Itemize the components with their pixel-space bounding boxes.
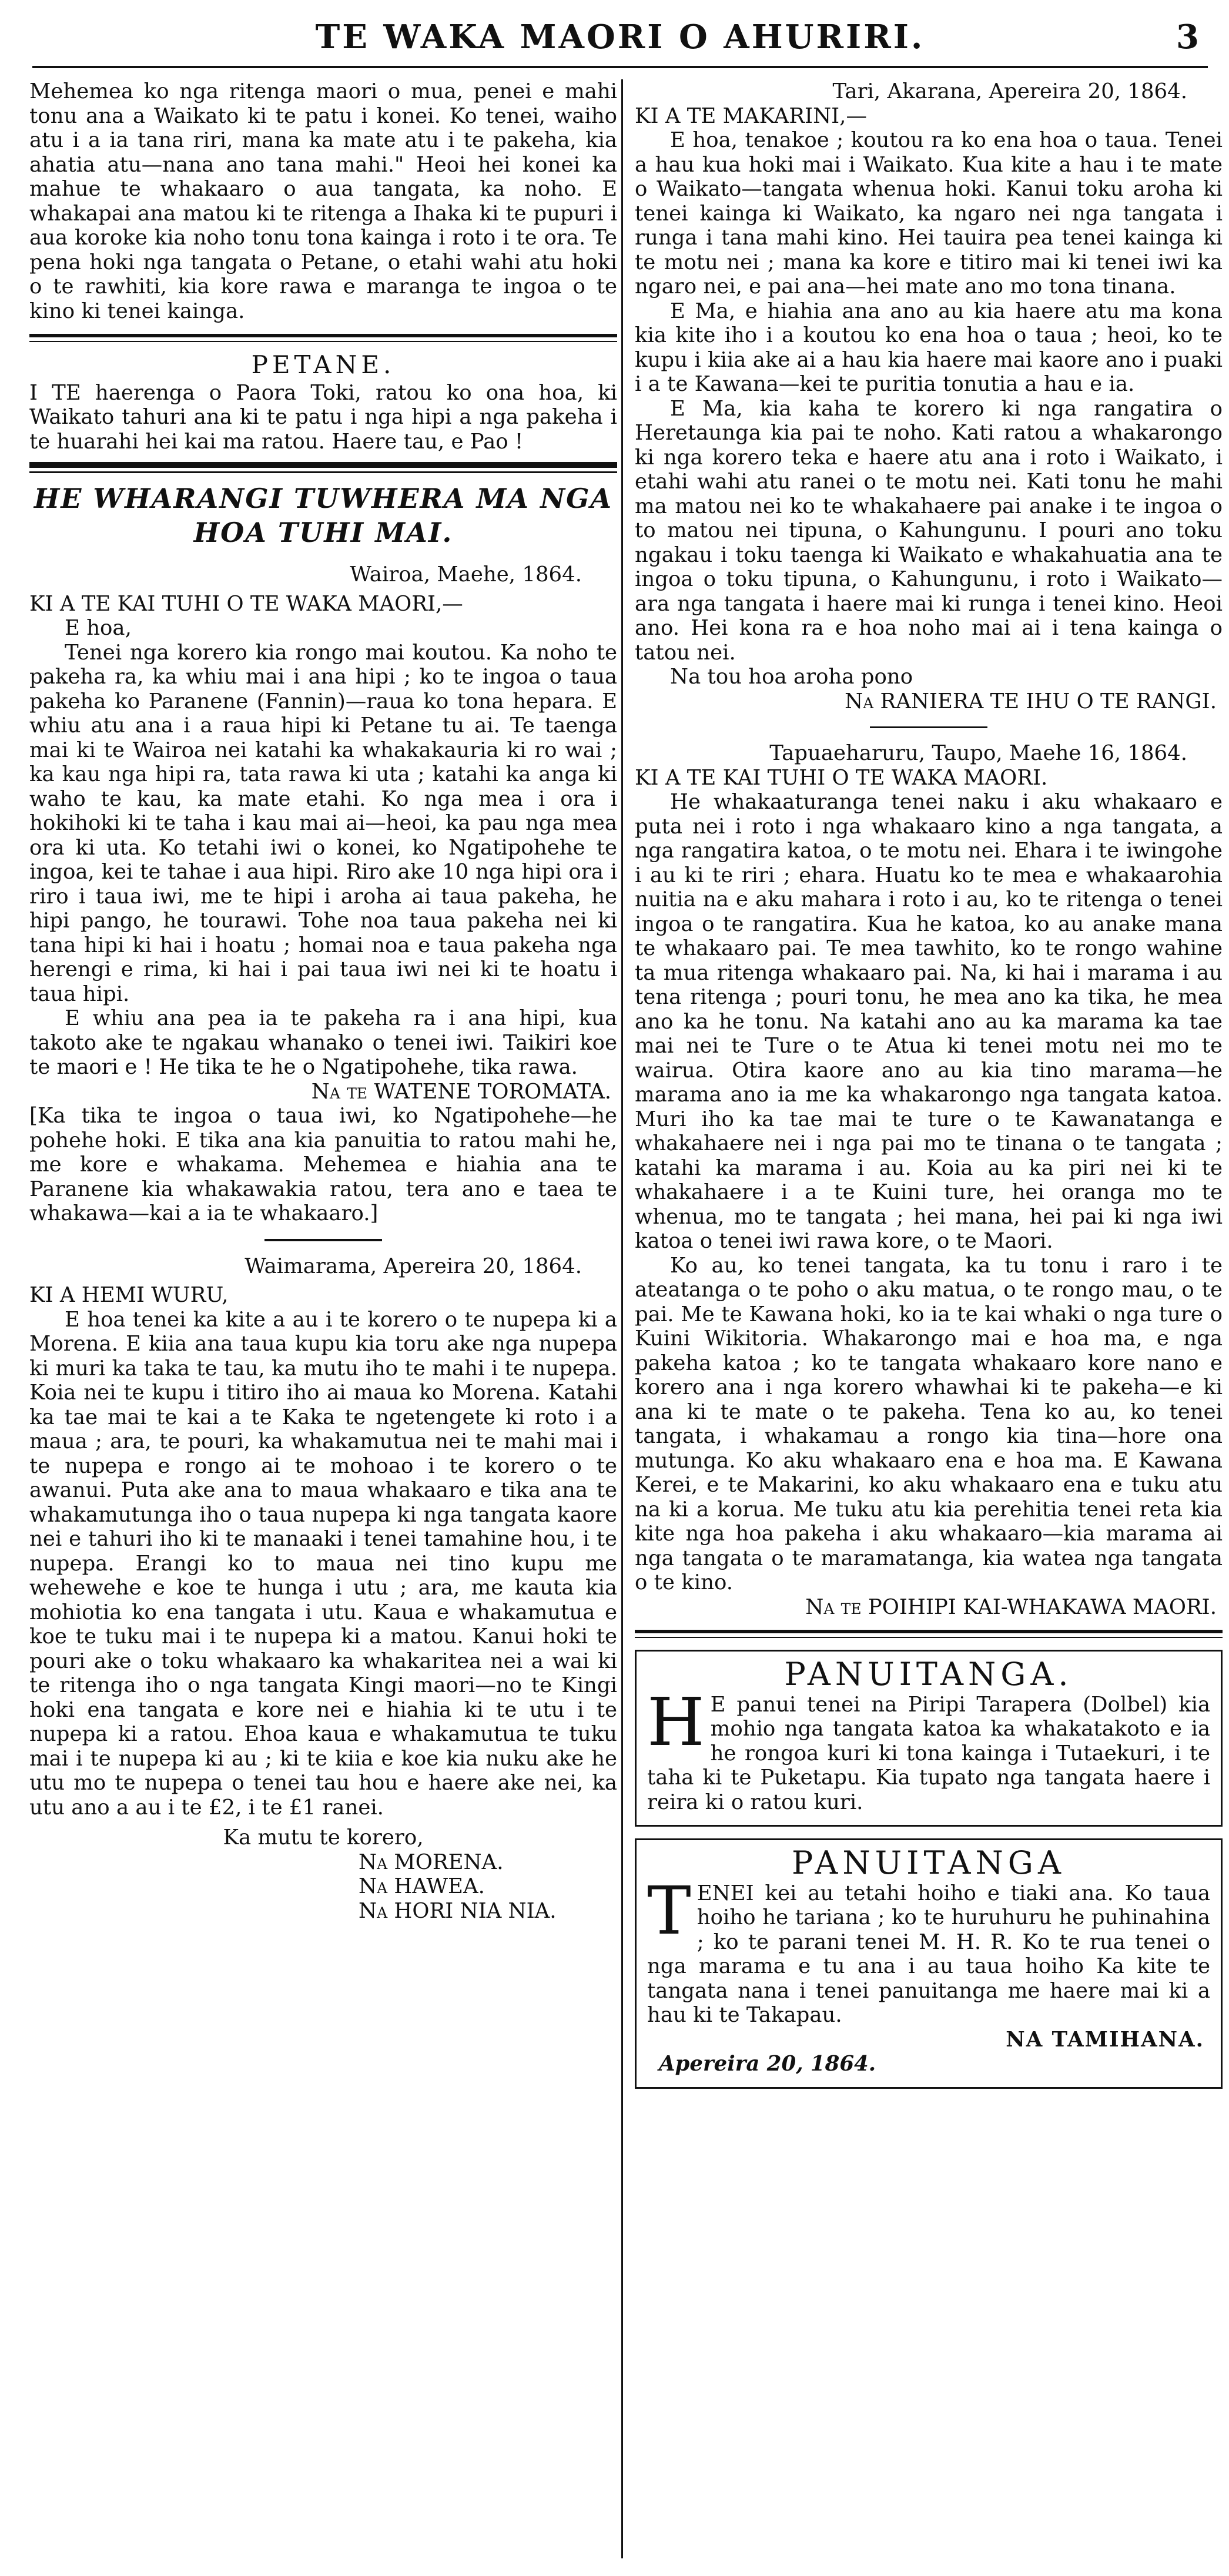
header-rule	[32, 66, 1208, 68]
notice-title: PANUITANGA	[792, 1844, 1066, 1881]
notice-title: PANUITANGA.	[784, 1656, 1073, 1693]
letter-dateline: Tapuaeharuru, Taupo, Maehe 16, 1864.	[769, 741, 1187, 765]
letter-signature: Na te POIHIPI KAI-WHAKAWA MAORI.	[805, 1594, 1217, 1619]
section-rule	[29, 462, 617, 473]
letter-paragraph: Tenei nga korero kia rongo mai koutou. Ka noho te pakeha ra, ka whiu mai i ana hipi ; ko te ingoa o taua pakeha ko Paranene (Fannin)—raua ko tona hepara. E whiu atu ana i a raua hipi ki Petane tu ai. Te taenga mai ki te Wairoa nei katahi ka whakakauria ki ro wai ; ka kau nga hipi ra, tata rawa ki uta ; katahi ka anga ki waho te kau, ka mate etahi. Ko nga mea i ora i hokihoki ki te taha i kau mai ai—heoi, ka pau nga mea ora ki uta. Ko tetahi iwi o konei, ko Ngatipohehe te ingoa, kei te tahae i aua hipi. Riro ake 10 nga hipi ora i riro i taua iwi, me te hipi i aroha ai taua pakeha, he hipi pango, he tourawi. Tohe noa taua pakeha nei ki tana hipi ki hai i hoatu ; homai noa e taua pakeha nga herengi e rima, ki hai i pai taua iwi nei ki te hoatu i taua hipi.	[29, 640, 617, 1006]
letter-signature: Na MORENA.	[359, 1850, 504, 1874]
letter-dateline: Tari, Akarana, Apereira 20, 1864.	[832, 79, 1187, 103]
letter-addressee: KI A TE KAI TUHI O TE WAKA MAORI,—	[29, 591, 463, 616]
page-header	[32, 18, 1208, 71]
letter-paragraph: E Ma, kia kaha te korero ki nga rangatira o Heretaunga kia pai te noho. Kati ratou a whakarongo ki nga korero teka e haere atu ana i roto i Waikato, i etahi wahi atu ranei o te motu nei. Kati tonu he mahi ma matou nei ko te whakahaere pai anake i te ingoa o to matou nei tipuna, o Kahungunu. I pouri ano toku ngakau i toku taenga ki Waikato e whakahuatia ana te ingoa o toku tipuna, o Kahungunu, i roto i Waikato—ara nga tangata i haere mai ki runga i tenei kino. Heoi ano. Hei kona ra e hoa noho mai ai i tena kainga o tatou nei.	[635, 396, 1223, 665]
left-column	[29, 79, 617, 1923]
section-rule	[635, 1630, 1223, 1638]
section-rule	[29, 334, 617, 342]
letter-paragraph: E whiu ana pea ia te pakeha ra i ana hipi, kua takoto ake te ngakau whanako o tenei iwi. Taikiri koe te maori e ! He tika te he o Ngatipohehe, tika rawa.	[29, 1006, 617, 1079]
drop-cap: T	[647, 1872, 691, 1949]
letter-separator	[870, 726, 987, 728]
letter-closing: Na tou hoa aroha pono	[670, 665, 913, 689]
notice-body: E panui tenei na Piripi Tarapera (Dolbel) kia mohio nga tangata katoa ka whakatakoto e ia he rongoa kuri ki tona kainga i Tutaekuri, i te taha ki te Puketapu. Kia tupato nga tangata haere i reira ki o ratou kuri.	[647, 1692, 1210, 1814]
section-title	[29, 481, 617, 550]
newspaper-title: TE WAKA MAORI O AHURIRI.	[315, 18, 925, 56]
notice-signature: NA TAMIHANA.	[1006, 2027, 1204, 2052]
section-title-line-1: HE WHARANGI TUWHERA MA NGA	[34, 483, 613, 514]
page-number: 3	[1176, 18, 1199, 56]
letter-dateline: Waimarama, Apereira 20, 1864.	[245, 1254, 582, 1278]
section-title-line-2: HOA TUHI MAI.	[193, 517, 453, 548]
letter-paragraph: Ko au, ko tenei tangata, ka tu tonu i raro i te ateatanga o te poho o aku matua, o te rongo mau, o te pai. Me te Kawana hoki, ko ia te kai whaki o nga ture o Kuini Wikitoria. Whakarongo mai e hoa ma, e nga pakeha katoa ; ko te tangata whakaaro kore nano e korero ana i nga korero whawhai ki te pakeha—e ki ana ki te mate o te pakeha. Tena ko au, ko tenei tangata, i whakamau a rongo kia tina—hore ona mutunga. Ko aku whakaaro ena e hoa ma. E Kawana Kerei, e te Makarini, ko aku whakaaro ena e tuku atu na ki a korua. Me tuku atu kia perehitia tenei reta kia kite nga hoa pakeha i aku whakaaro—kia marama ai nga tangata o te maramatanga, kia watea nga tangata o te kino.	[635, 1253, 1223, 1594]
letter-paragraph: E Ma, e hiahia ana ano au kia haere atu ma kona kia kite iho i a koutou ko ena hoa o taua ; heoi, ko te kupu i kiia ake ai a hau kia haere mai kaore ano i puaki i a te Kawana—kei te puritia tonutia a hau e ia.	[635, 299, 1223, 396]
letter-signature: Na HAWEA.	[359, 1874, 485, 1898]
letter-signature: Na RANIERA TE IHU O TE RANGI.	[845, 689, 1217, 713]
petane-heading: PETANE.	[251, 350, 396, 379]
letter-addressee: KI A TE MAKARINI,—	[635, 103, 867, 128]
letter-addressee: KI A HEMI WURU,	[29, 1283, 229, 1307]
letter-paragraph: E hoa, tenakoe ; koutou ra ko ena hoa o taua. Tenei a hau kua hoki mai i Waikato. Kua kite a hau i te mate o Waikato—tangata whenua hoki. Kanui toku aroha ki tenei kainga ki Waikato, ka ngaro nei nga tangata i runga i tana mahi kino. Hei tauira pea tenei kainga ki te motu nei ; mana ka kore e titiro mai ki tenei iwi ka ngaro nei, e pai ana—hei mate ano mo tona tinana.	[635, 128, 1223, 299]
letter-paragraph: He whakaaturanga tenei naku i aku whakaaro e puta nei i roto i nga whakaaro kino a nga tangata, a nga rangatira katoa, o te motu nei. Ehara i te iwingohe i au ki te riri ; ehara. Huatu ko te mea e whakaarohia nuitia na e aku mahara i roto i au, ko te ritenga o tenei ingoa o te rangatira. Kua he katoa, ko au anake mana te whakaaro pai. Te mea tawhito, ko te rongo wahine ta mua ritenga whakaaro pai. Na, ki hai i marama i au tena ritenga ; pouri tonu, he mea ano ka tika, he mea ano ka he tonu. Na katahi ano au ka marama ka tae mai nei te Ture o te Atua ki tenei motu nei mo te wairua. Otira kaore ano au kia tino marama—he marama ano ia me ka whakarongo nga tangata katoa. Muri iho ka tae mai te ture o te Kawanatanga e whakahaere nei i nga pai mo te tinana o te tangata ; katahi ka marama i au. Koia au ka piri nei ki te whakahaere i a te Kuini ture, hei oranga mo te whenua, mo te tangata ; hei mana, hei pai ki nga iwi katoa o tenei iwi rawa kore, o te Maori.	[635, 790, 1223, 1253]
notice-box	[635, 1838, 1223, 2089]
letter-dateline: Wairoa, Maehe, 1864.	[350, 562, 582, 587]
notice-box	[635, 1650, 1223, 1827]
editor-note: [Ka tika te ingoa o taua iwi, ko Ngatipohehe—he pohehe hoki. E tika ana kia panuitia to ratou mahi he, me kore e whakama. Mehemea e hiahia ana te Paranene kia whakawakia ratou, tera ano e taea te whakawa—kai a ia te whakaaro.]	[29, 1104, 617, 1225]
letter-signature: Na te WATENE TOROMATA.	[311, 1079, 611, 1104]
petane-body: I TE haerenga o Paora Toki, ratou ko ona hoa, ki Waikato tahuri ana ki te patu i nga hipi a nga pakeha i te huarahi hei kai ma ratou. Haere tau, e Pao !	[29, 380, 617, 454]
letter-addressee: KI A TE KAI TUHI O TE WAKA MAORI.	[635, 765, 1048, 790]
letter-signature: Na HORI NIA NIA.	[359, 1898, 557, 1923]
notice-date: Apereira 20, 1864.	[659, 2052, 876, 2076]
drop-cap: H	[647, 1684, 705, 1761]
letter-separator	[264, 1239, 382, 1241]
letter-greeting: E hoa,	[65, 616, 132, 640]
intro-paragraph: Mehemea ko nga ritenga maori o mua, penei e mahi tonu ana a Waikato ki te patu i konei. Ko tenei, waiho atu i a ia tana riri, mana ka mate atu i te pakeha, kia ahatia atu—nana ano tana mahi." Heoi hei konei ka mahue te whakaaro o aua tangata, ka noho. E whakapai ana matou ki te ritenga a Ihaka ki te pupuri i aua koroke kia noho tonu tona kainga i roto i te ora. Te pena hoki nga tangata o Petane, o etahi wahi atu hoki o te rawhiti, kia kore rawa e maranga te ingoa o te kino ki tenei kainga.	[29, 79, 617, 323]
right-column	[635, 79, 1223, 2089]
letter-paragraph: E hoa tenei ka kite a au i te korero o te nupepa ki a Morena. E kiia ana taua kupu kia toru ake nga nupepa ki muri ka taka te tau, ka mutu iho te mahi i te nupepa. Koia nei te kupu i titiro iho ai maua ko Morena. Katahi ka tae mai te kai a te Kaka te ngetengete ki roto i a maua ; ara, te pouri, ka whakamutua nei te mahi mai i te nupepa e rongo ai te mohoao i te korero o te awanui. Puta ake ana to maua whakaaro e tika ana te whakamutunga iho o taua nupepa ki nga tangata kaore nei e tahuri iho ki te manaaki i tenei tamahine hou, i te nupepa. Erangi ko to maua nei tino kupu me wehewehe e koe te hunga i utu ; ara, me kauta kia mohiotia ko ena tangata i utu. Kaua e whakamutua e koe te tuku mai i te nupepa ki a matou. Kanui hoki te pouri ake o toku whakaaro ka whakaritea nei a wai ki te ritenga iho o nga tangata Kingi maori—no te Kingi hoki ena tangata e kore nei e hiahia ki te utu i te nupepa ki a ratou. Ehoa kaua e whakamutua te tuku mai i te nupepa ki au ; ki te kiia e koe kia nuku ake he utu mo te nupepa o tenei tau hou e haere ake nei, ka utu ano a au i te £2, i te £1 ranei.	[29, 1307, 617, 1820]
notice-body: ENEI kei au tetahi hoiho e tiaki ana. Ko taua hoiho he tariana ; ko te huruhuru he puhinahina ; ko te parani tenei M. H. R. Ko te rua tenei o nga marama e tu ana i au taua hoiho Ka kite te tangata nana i tenei panuitanga me haere mai ki a hau ki te Takapau.	[647, 1881, 1210, 2027]
letter-closing: Ka mutu te korero,	[223, 1825, 424, 1850]
column-divider	[621, 79, 623, 2558]
